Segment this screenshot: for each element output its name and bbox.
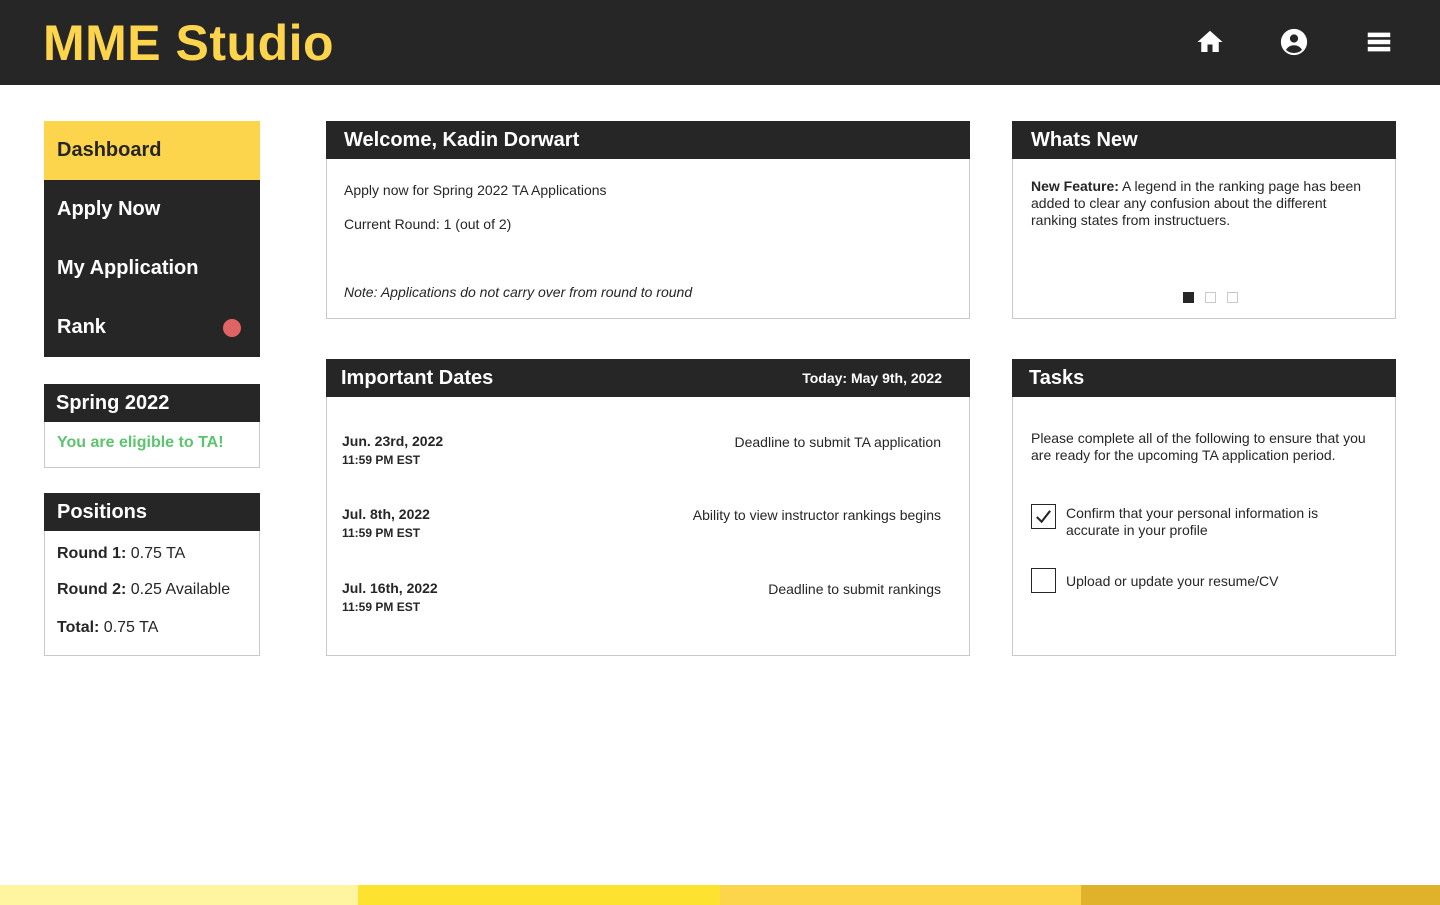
date-value: Jun. 23rd, 2022 xyxy=(342,433,444,449)
position-row-round-2 xyxy=(57,581,230,599)
term-card-header xyxy=(44,384,260,422)
today-date: Today: May 9th, 2022 xyxy=(802,370,942,386)
home-icon[interactable] xyxy=(1195,27,1225,57)
important-dates-header xyxy=(326,359,970,397)
sidebar-item-label: Rank xyxy=(57,316,106,338)
tasks-intro: Please complete all of the following to ensure that you are ready for the upcoming TA application period. xyxy=(1031,430,1366,463)
carousel-dot-2[interactable] xyxy=(1205,292,1216,303)
news-text xyxy=(1031,178,1365,229)
news-feature-label: New Feature: xyxy=(1031,178,1119,194)
date-value: Jul. 8th, 2022 xyxy=(342,506,430,522)
sidebar-item-my-application[interactable] xyxy=(44,239,260,298)
task-checkbox-unchecked[interactable] xyxy=(1031,568,1056,593)
positions-card-header xyxy=(44,493,260,531)
task-label: Confirm that your personal information is accurate in your profile xyxy=(1066,505,1319,538)
position-value: 0.75 TA xyxy=(99,619,159,636)
welcome-card-header xyxy=(326,121,970,159)
eligibility-status: You are eligible to TA! xyxy=(57,434,224,451)
positions-card xyxy=(44,493,260,656)
position-value: 0.75 TA xyxy=(126,545,186,562)
position-row-round-1 xyxy=(57,545,185,563)
sidebar-item-label: Dashboard xyxy=(57,139,162,161)
important-dates-title: Important Dates xyxy=(341,366,494,389)
news-feature-text: A legend in the ranking page has been added to clear any confusion about the different ranking states from instructuers. xyxy=(1031,178,1365,228)
date-row xyxy=(342,433,941,473)
carousel-indicators xyxy=(1183,292,1238,303)
position-value: 0.25 Available xyxy=(126,581,231,598)
whats-new-card xyxy=(1012,121,1396,319)
date-time: 11:59 PM EST xyxy=(342,526,421,540)
check-icon xyxy=(1034,507,1053,526)
term-card xyxy=(44,384,260,468)
task-item-profile xyxy=(1031,504,1377,538)
sidebar-item-label: My Application xyxy=(57,257,199,279)
positions-title: Positions xyxy=(57,500,148,523)
position-label: Total: xyxy=(57,619,100,636)
footer-stripe-2 xyxy=(358,885,720,905)
sidebar-item-label: Apply Now xyxy=(57,198,161,220)
date-row xyxy=(342,506,941,546)
welcome-card xyxy=(326,121,970,319)
whats-new-title: Whats New xyxy=(1031,128,1138,151)
footer-stripe-1 xyxy=(0,885,358,905)
account-circle-icon[interactable] xyxy=(1279,27,1309,57)
sidebar-item-apply-now[interactable] xyxy=(44,180,260,239)
task-checkbox-checked[interactable] xyxy=(1031,504,1056,529)
sidebar-item-dashboard[interactable] xyxy=(44,121,260,180)
menu-icon[interactable] xyxy=(1364,27,1394,57)
position-label: Round 1: xyxy=(57,545,127,562)
date-time: 11:59 PM EST xyxy=(342,453,421,467)
task-label: Upload or update your resume/CV xyxy=(1066,573,1279,589)
position-label: Round 2: xyxy=(57,581,127,598)
position-row-total xyxy=(57,619,158,637)
welcome-title: Welcome, Kadin Dorwart xyxy=(344,128,580,151)
applications-note: Note: Applications do not carry over from round to round xyxy=(344,284,693,300)
app-title[interactable]: MME Studio xyxy=(43,15,335,71)
date-time: 11:59 PM EST xyxy=(342,600,421,614)
notification-dot xyxy=(223,319,241,337)
whats-new-header xyxy=(1012,121,1396,159)
footer-stripe-3 xyxy=(720,885,1081,905)
date-row xyxy=(342,580,941,620)
current-round-text: Current Round: 1 (out of 2) xyxy=(344,216,512,232)
carousel-dot-3[interactable] xyxy=(1227,292,1238,303)
tasks-card xyxy=(1012,359,1396,656)
important-dates-card xyxy=(326,359,970,656)
top-bar xyxy=(0,0,1440,85)
tasks-title: Tasks xyxy=(1029,366,1085,389)
tasks-header xyxy=(1012,359,1396,397)
carousel-dot-1[interactable] xyxy=(1183,292,1194,303)
sidebar-item-rank[interactable] xyxy=(44,298,260,357)
term-title: Spring 2022 xyxy=(56,391,170,414)
task-item-resume xyxy=(1031,568,1377,602)
date-description: Ability to view instructor rankings begins xyxy=(692,507,941,523)
date-value: Jul. 16th, 2022 xyxy=(342,580,438,596)
sidebar-nav xyxy=(44,121,260,357)
footer-stripe-4 xyxy=(1081,885,1440,905)
apply-text: Apply now for Spring 2022 TA Applications xyxy=(344,182,607,198)
date-description: Deadline to submit TA application xyxy=(734,434,941,450)
date-description: Deadline to submit rankings xyxy=(768,581,941,597)
